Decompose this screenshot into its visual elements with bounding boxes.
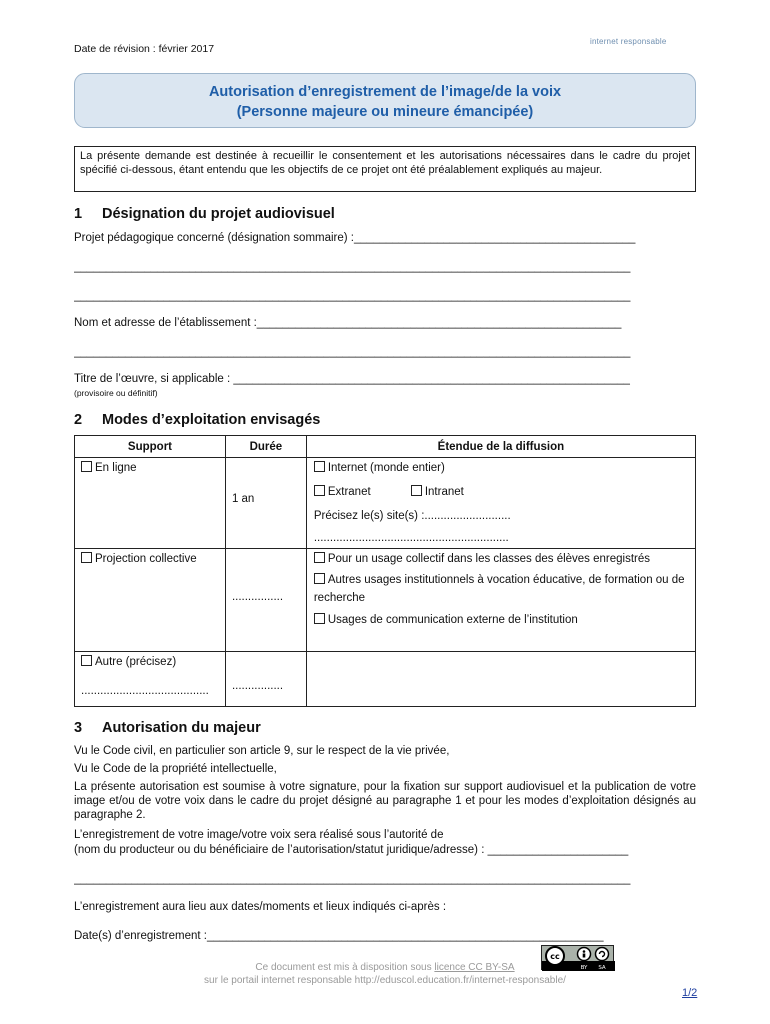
footer-line2: sur le portail internet responsable http://eduscol.education.fr/internet-responsable/ <box>204 975 566 986</box>
vu-code-civil: Vu le Code civil, en particulier son article 9, sur le respect de la vie privée, <box>74 745 450 757</box>
exploitation-table <box>74 435 696 707</box>
checkbox[interactable] <box>81 461 92 472</box>
header-support: Support <box>75 436 226 458</box>
page-number: 1/2 <box>682 987 698 999</box>
section2-heading <box>74 412 320 428</box>
diffusion-label: Intranet <box>424 486 464 498</box>
section2-title: Modes d’exploitation envisagés <box>102 412 321 428</box>
checkbox[interactable] <box>314 485 325 496</box>
table-row <box>75 549 696 652</box>
header-logo: internet responsable <box>590 37 667 46</box>
support-label: Projection collective <box>95 553 197 565</box>
section1-heading <box>74 206 335 222</box>
diffusion-intranet[interactable] <box>411 483 464 501</box>
diffusion-internet[interactable] <box>314 459 688 477</box>
dates-lieux-line: L’enregistrement aura lieu aux dates/moments et lieux indiqués ci-après : <box>74 901 447 913</box>
section3-title: Autorisation du majeur <box>102 720 261 736</box>
projet-blank-2[interactable]: _______________________________________________________________________________________ <box>74 290 631 302</box>
checkbox[interactable] <box>81 552 92 563</box>
checkbox[interactable] <box>411 485 422 496</box>
footer-line1 <box>0 962 770 973</box>
cc-label: cc <box>550 952 560 961</box>
sa-label: SA <box>598 965 606 971</box>
etablissement-blank[interactable]: _______________________________________________________________________________________ <box>74 346 631 358</box>
autorite-line: L’enregistrement de votre image/votre voix sera réalisé sous l’autorité de <box>74 829 444 841</box>
section3-number: 3 <box>74 720 83 736</box>
etablissement-field[interactable]: Nom et adresse de l’établissement :_________________________________________________________ <box>74 317 622 329</box>
support-autre[interactable] <box>81 653 219 671</box>
diffusion-extranet[interactable] <box>314 486 371 498</box>
by-label: BY <box>580 965 588 971</box>
table-header-row <box>75 436 696 458</box>
revision-date: Date de révision : février 2017 <box>74 43 215 55</box>
intro-box: La présente demande est destinée à recueillir le consentement et les autorisations nécessaires dans le cadre du projet spécifié ci-dessous, étant entendu que les objectifs de ce projet ont été préalablement expliqués au majeur. <box>74 146 696 192</box>
title-line1: Autorisation d’enregistrement de l’image/de la voix <box>208 84 562 100</box>
precisez-dots[interactable]: ............................................................. <box>313 532 509 544</box>
diffusion-label: Internet (monde entier) <box>327 462 445 474</box>
section3-heading <box>74 720 261 736</box>
projet-field[interactable]: Projet pédagogique concerné (désignation sommaire) :____________________________________________ <box>74 232 636 244</box>
footer-prefix: Ce document est mis à disposition sous <box>255 962 435 973</box>
titre-field[interactable]: Titre de l’œuvre, si applicable : ______________________________________________________________ <box>74 373 630 385</box>
section1-number: 1 <box>74 206 83 222</box>
checkbox[interactable] <box>314 552 325 563</box>
licence-link[interactable]: licence CC BY-SA <box>434 962 515 973</box>
usage-institutionnel[interactable] <box>314 571 688 607</box>
usage-label: Pour un usage collectif dans les classes des élèves enregistrés <box>327 553 651 565</box>
usage-label: Usages de communication externe de l’institution <box>327 614 578 626</box>
checkbox[interactable] <box>314 461 325 472</box>
producteur-blank[interactable]: _______________________________________________________________________________________ <box>74 873 631 885</box>
header-etendue: Étendue de la diffusion <box>306 436 695 458</box>
checkbox[interactable] <box>81 655 92 666</box>
duree-value[interactable]: ................ <box>231 591 284 603</box>
title-line2: (Personne majeure ou mineure émancipée) <box>236 104 534 120</box>
checkbox[interactable] <box>314 573 325 584</box>
support-label: Autre (précisez) <box>95 656 177 668</box>
support-label: En ligne <box>95 462 137 474</box>
duree-value[interactable]: ................ <box>231 680 284 692</box>
titre-note: (provisoire ou définitif) <box>74 388 158 398</box>
section1-title: Désignation du projet audiovisuel <box>102 206 335 222</box>
title-box <box>74 73 696 128</box>
duree-value: 1 an <box>231 493 255 505</box>
projet-blank-1[interactable]: _______________________________________________________________________________________ <box>74 261 631 273</box>
producteur-field[interactable]: (nom du producteur ou du bénéficiaire de l’autorisation/statut juridique/adresse) : ______________________ <box>74 844 629 856</box>
usage-collectif[interactable] <box>314 550 688 568</box>
usage-label: Autres usages institutionnels à vocation éducative, de formation ou de recherche <box>313 574 685 604</box>
table-row <box>75 652 696 707</box>
table-row <box>75 458 696 549</box>
support-en-ligne[interactable] <box>81 459 219 477</box>
section2-number: 2 <box>74 412 83 428</box>
autorisation-paragraph: La présente autorisation est soumise à votre signature, pour la fixation sur support audiovisuel et la publication de votre image et/ou de votre voix dans le cadre du projet désigné au paragraphe 1 et pour les modes d’exploitation désignés au paragraphe 2. <box>74 781 696 821</box>
diffusion-extranet-intranet <box>314 483 688 501</box>
support-projection[interactable] <box>81 550 219 568</box>
vu-code-propriete: Vu le Code de la propriété intellectuelle, <box>74 763 277 775</box>
dates-field[interactable]: Date(s) d’enregistrement :______________________________________________________________ <box>74 930 604 942</box>
diffusion-label: Extranet <box>327 486 371 498</box>
checkbox[interactable] <box>314 613 325 624</box>
autre-precisez-dots[interactable]: ........................................ <box>81 685 209 697</box>
header-duree: Durée <box>225 436 306 458</box>
precisez-sites[interactable]: Précisez le(s) site(s) :........................... <box>313 510 511 522</box>
usage-communication[interactable] <box>314 611 688 629</box>
